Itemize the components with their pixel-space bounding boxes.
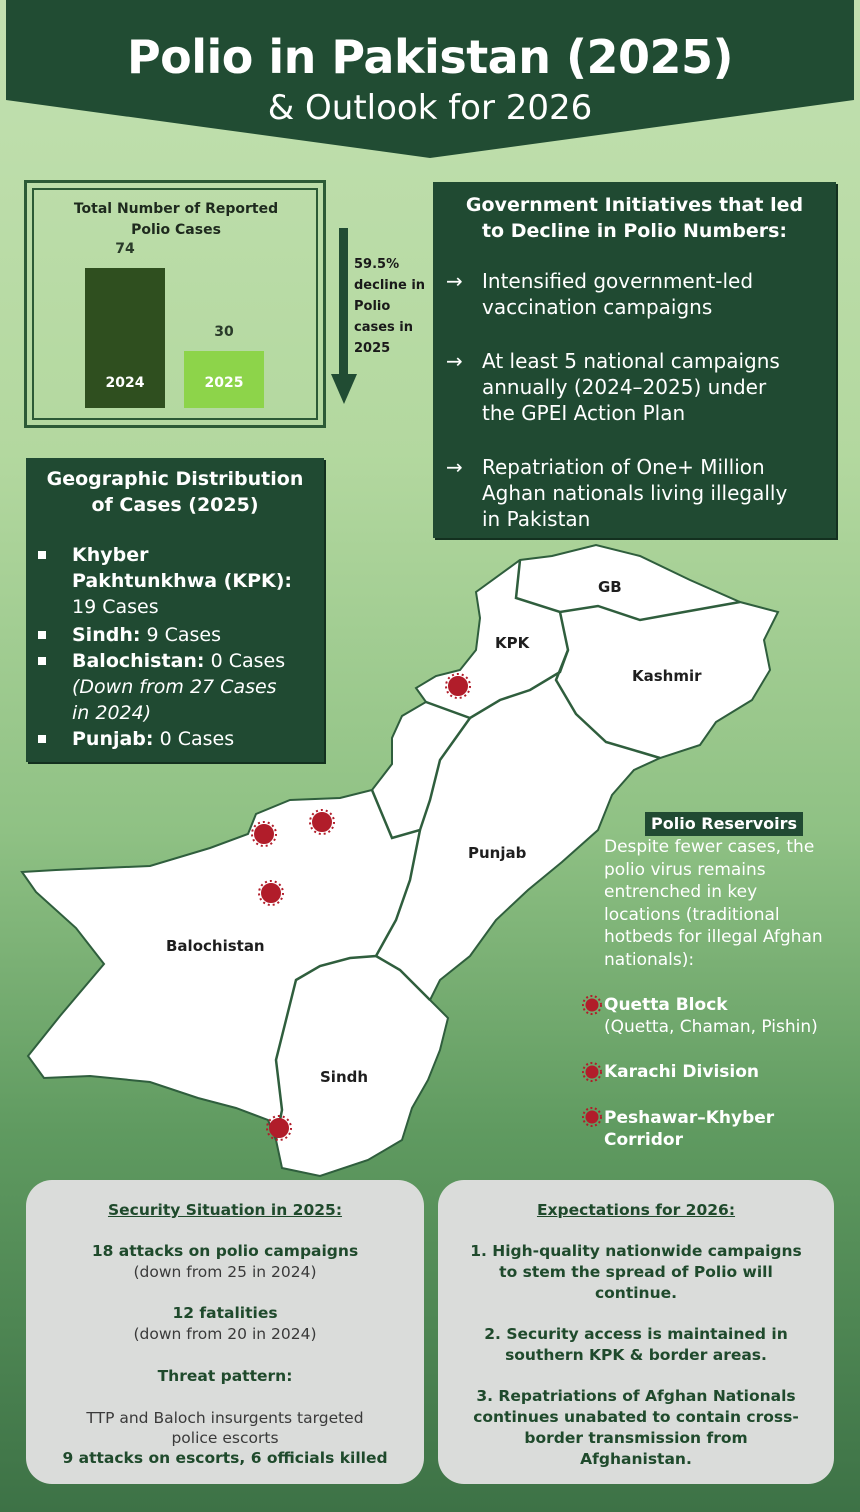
geography-panel <box>26 458 324 762</box>
punjab-name: Punjab: <box>72 728 154 750</box>
initiatives-title <box>433 192 836 244</box>
reservoirs-title: Polio Reservoirs <box>645 812 803 836</box>
reservoir-desc-line: nationals): <box>604 949 695 970</box>
geo-item-balochistan <box>72 648 322 674</box>
threat-line: police escorts <box>171 1429 279 1447</box>
security-card <box>26 1180 424 1484</box>
reservoir-karachi <box>604 1061 854 1083</box>
initiative-line: Aghan nationals living illegally <box>482 481 788 505</box>
map-label-kashmir: Kashmir <box>632 667 702 685</box>
expectation-line: 2. Security access is maintained in <box>484 1325 788 1343</box>
geography-title-line1: Geographic Distribution <box>46 468 304 490</box>
bar-category-label: 2024 <box>105 375 145 391</box>
security-fatalities-sub: (down from 20 in 2024) <box>133 1325 317 1343</box>
expectations-card <box>438 1180 834 1484</box>
virus-icon <box>582 995 602 1015</box>
reservoir-peshawar <box>604 1107 854 1151</box>
arrow-right-icon: → <box>446 269 463 293</box>
security-title: Security Situation in 2025: <box>107 1201 343 1219</box>
peshawar-name: Corridor <box>604 1130 683 1150</box>
decline-line: 59.5% <box>354 257 400 272</box>
expectation-line: southern KPK & border areas. <box>505 1346 767 1364</box>
balochistan-note-line: in 2024) <box>72 702 152 724</box>
balochistan-note <box>72 674 322 726</box>
expectation-line: Afghanistan. <box>580 1450 692 1468</box>
quetta-sub: (Quetta, Chaman, Pishin) <box>604 1017 818 1037</box>
bullet-icon <box>38 631 46 639</box>
virus-icon <box>582 1062 602 1082</box>
reservoir-desc-line: polio virus remains <box>604 859 766 880</box>
bullet-icon <box>38 551 46 559</box>
initiatives-title-line1: Government Initiatives that led <box>465 194 804 216</box>
reservoir-desc-line: locations (traditional <box>604 904 780 925</box>
initiative-line: Intensified government-led <box>482 269 754 293</box>
kpk-name: Khyber <box>72 544 149 566</box>
decline-line: decline in <box>354 278 426 293</box>
map-label-sindh: Sindh <box>320 1068 369 1086</box>
bar-value-label: 74 <box>115 241 135 257</box>
initiative-line: annually (2024–2025) under <box>482 375 767 399</box>
chart-title-line1: Total Number of Reported <box>73 201 279 217</box>
decline-arrow-shaft <box>339 228 348 376</box>
expectation-line: to stem the spread of Polio will <box>499 1263 773 1281</box>
bullet-icon <box>38 735 46 743</box>
karachi-name: Karachi Division <box>604 1062 760 1082</box>
expectation-line: border transmission from <box>524 1429 748 1447</box>
geo-item-sindh <box>72 622 322 648</box>
punjab-cases: 0 Cases <box>159 728 235 750</box>
balochistan-note-line: (Down from 27 Cases <box>72 676 277 698</box>
bullet-icon <box>38 657 46 665</box>
security-attacks-sub: (down from 25 in 2024) <box>133 1263 317 1281</box>
initiative-line: the GPEI Action Plan <box>482 401 686 425</box>
expectation-line: 3. Repatriations of Afghan Nationals <box>476 1387 796 1405</box>
threat-line: TTP and Baloch insurgents targeted <box>86 1409 364 1427</box>
initiative-line: Repatriation of One+ Million <box>482 455 765 479</box>
sindh-cases: 9 Cases <box>146 624 222 646</box>
security-attacks: 18 attacks on polio campaigns <box>91 1242 359 1260</box>
expectations-title: Expectations for 2026: <box>536 1201 736 1219</box>
kpk-cases: 19 Cases <box>72 596 159 618</box>
expectation-line: 1. High-quality nationwide campaigns <box>470 1242 802 1260</box>
decline-line: 2025 <box>354 341 391 356</box>
bar-category-label: 2025 <box>204 375 244 391</box>
chart-title-line2: Polio Cases <box>131 222 221 238</box>
map-label-kpk: KPK <box>495 634 530 652</box>
page-subtitle: & Outlook for 2026 <box>267 88 593 128</box>
balochistan-name: Balochistan: <box>72 650 205 672</box>
map-label-balochistan: Balochistan <box>166 937 265 955</box>
arrow-right-icon: → <box>446 455 463 479</box>
reservoir-desc-line: Despite fewer cases, the <box>604 837 815 857</box>
balochistan-cases: 0 Cases <box>210 650 286 672</box>
virus-icon <box>582 1107 602 1127</box>
chart-title <box>46 199 306 241</box>
reservoirs-description <box>604 836 854 971</box>
reservoir-desc-line: entrenched in key <box>604 882 758 902</box>
decline-line: Polio <box>354 299 391 314</box>
kpk-name: Pakhtunkhwa (KPK): <box>72 570 293 592</box>
geography-title-line2: of Cases (2025) <box>91 494 259 516</box>
initiatives-title-line2: to Decline in Polio Numbers: <box>481 220 788 242</box>
threat-title: Threat pattern: <box>157 1367 293 1385</box>
quetta-name: Quetta Block <box>604 995 728 1015</box>
expectation-line: continues unabated to contain cross- <box>473 1408 799 1426</box>
decline-note <box>354 254 434 359</box>
decline-line: cases in <box>354 320 414 335</box>
initiative-line: in Pakistan <box>482 507 591 531</box>
map-label-gb: GB <box>598 578 622 596</box>
initiative-line: vaccination campaigns <box>482 295 713 319</box>
bar-value-label: 30 <box>214 324 234 340</box>
arrow-right-icon: → <box>446 349 463 373</box>
reservoir-desc-line: hotbeds for illegal Afghan <box>604 927 823 947</box>
geography-title <box>26 466 324 518</box>
geo-item-punjab <box>72 726 322 752</box>
decline-arrow-icon <box>331 374 357 404</box>
map-label-punjab: Punjab <box>468 844 527 862</box>
peshawar-name: Peshawar–Khyber <box>604 1108 775 1128</box>
geo-item-kpk <box>72 542 322 620</box>
expectation-line: continue. <box>594 1284 678 1302</box>
security-fatalities: 12 fatalities <box>172 1304 278 1322</box>
threat-bold-line: 9 attacks on escorts, 6 officials killed <box>62 1449 388 1467</box>
initiative-line: At least 5 national campaigns <box>482 349 780 373</box>
reservoir-quetta <box>604 994 854 1038</box>
page-title: Polio in Pakistan (2025) <box>126 30 734 84</box>
sindh-name: Sindh: <box>72 624 141 646</box>
